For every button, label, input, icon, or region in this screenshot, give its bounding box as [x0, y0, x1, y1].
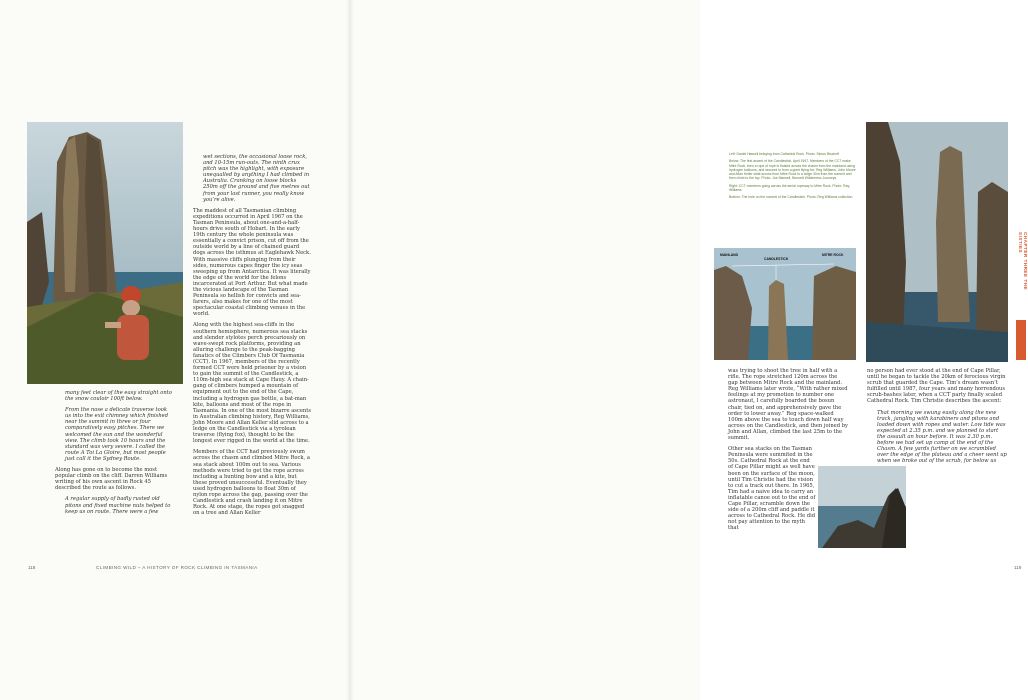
right-col2-text — [867, 368, 1007, 469]
left-col1-text — [55, 390, 173, 520]
diagram-label-candlestick: CANDLESTICK — [764, 257, 789, 261]
left-page — [0, 0, 350, 700]
photo-candlestick-diagram — [714, 248, 856, 360]
left-col2-para1: The maddest of all Tasmanian climbing expeditions occurred in April 1967 on the Tasman Peninsula, about one-and-a-half-hours drive south of Hobart. In the early 19th century the whole peninsula was essentially a convict prison, cut off from the outside world by a line of chained guard dogs across the isthmus at Eaglehawk Neck. With massive cliffs plunging from their sides, numerous capes finger the icy seas sweeping up from Antarctica. It was literally the edge of the world for the felons incarcerated at Port Arthur. But what made the vicious landscape of the Tasman Peninsula so hellish for convicts and sea-farers, also makes for one of the most spectacular coastal climbing venues in the world. — [193, 207, 311, 318]
left-col2-italic: wet sections, the occasional loose rock, and 10-15m run-outs. The ninth crux pitch was the highlight, with exposure unequalled by anything I had climbed in Australia. Cranking on loose blocks 250m off the ground and five metres out from your last runner, you really know you’re alive. — [203, 154, 310, 203]
left-col2-text — [193, 154, 311, 521]
chapter-running-head: CHAPTER THREE THE SIXTIES — [1018, 232, 1028, 291]
right-col1-para1: was trying to shoot the tree in half with a rifle. The rope stretched 120m across the gap between Mitre Rock and the mainland. Reg Williams later wrote, “With rather mixed feelings at my promotion to number one astronaut, I carefully boarded the bosun chair, tied on, and apprehensively gave the order to lower away.” Reg space-walked 100m above the sea to touch down half way across on the Candlestick, and then joined by John and Allan, climbed the last 25m to the summit. — [728, 368, 848, 442]
caption-right: Right: CCT members going across the aerial ropeway to Mitre Rock. Photo: Reg Williams — [729, 183, 850, 193]
right-page-number: 119 — [1014, 565, 1022, 570]
left-col1-para4: A regular supply of badly rusted old pitons and fixed machine nuts helped to keep us on route. There were a few — [65, 496, 171, 515]
left-col1-para1: many feet clear of the easy straight onto the snow couloir 100ft below. — [65, 390, 172, 403]
right-col2-italic: That morning we swung easily along the new track, jangling with karabiners and pitons and loaded down with ropes and water. Low tide was expected at 2.35 p.m. and we planned to start the assault an hour before. It was 2.30 p.m. before we had set up camp at the end of the Chasm. A few yards further on we scrambled over the edge of the plateau and a cheer went up when we broke out of the scrub, for below us — [877, 409, 1007, 465]
diagram-label-mainland: MAINLAND — [720, 253, 739, 257]
right-col1-para2: Other sea stacks on the Tasman Peninsula were summited in the 50s. Cathedral Rock at the end of Cape Pillar might as well have been on the surface of the moon, until Tim Christie had the vision to cut a track out there. In 1965, Tim had a naive idea to carry an inflatable canoe out to the end of Cape Pillar, scramble down the side of a 200m cliff and paddle it across to Cathedral Rock. He did not pay attention to the myth that — [728, 446, 816, 532]
left-col1-para2: From the nose a delicate traverse took us into the exit chimney which finished near the summit in three or four comparatively easy pitches. There we welcomed the sun and the wonderful view. The climb took 10 hours and the standard was very severe. I called the route A Toi La Gloire, but most people just call it the Sydney Route. — [65, 407, 169, 462]
captions — [729, 152, 859, 203]
diagram-label-mitre-rock: MITRE ROCK — [822, 253, 844, 257]
chapter-color-tab — [1016, 320, 1026, 360]
left-footer: CLIMBING WILD – A HISTORY OF ROCK CLIMBING IN TASMANIA — [96, 565, 258, 570]
gutter-shadow — [346, 0, 354, 700]
left-col1-para3: Along has gone on to become the most popular climb on the cliff. Darren Williams writing of his own ascent in Rock 45 described the route as follows. — [55, 467, 168, 492]
left-col2-para2: Along with the highest sea-cliffs in the southern hemisphere, numerous sea stacks and slender stylotes perch precariously on wave-swept rock platforms, providing an alluring challenge to the peak-bagging fanatics of the Climbers Club Of Tasmania (CCT). In 1967, members of the recently formed CCT were held prisoner by a vision to gain the summit of the Candlestick, a 110m-high sea stack at Cape Hauy. A chain-gang of climbers humped a mountain of equipment out to the end of the Cape, including a hydrogen gas bottle, a bat-man kite, balloons and most of the rope in Tasmania. In one of the most bizarre ascents in Australian climbing history, Reg Williams, John Moore and Allan Keller slid across to a ledge on the Candlestick via a tyrolean traverse (flying fox), thought to be the longest ever rigged in the world at the time. — [193, 322, 312, 445]
left-col2-para3: Members of the CCT had previously swum across the chasm and climbed Mitre Rock, a sea stack about 100m out to sea. Various methods were tried to get the rope across including a hunting bow and a kite, but these proved unsuccessful. Eventually they used hydrogen balloons to float 30m of nylon rope across the gap, passing over the Candlestick and crash landing it on Mitre Rock. At one stage, the ropes got snagged on a tree and Allan Keller — [193, 449, 310, 517]
right-page — [350, 0, 1028, 700]
caption-bottom: Bottom: The hole on the summit of the Candlestick. Photo: Reg Williams collection — [729, 195, 853, 200]
left-page-number: 118 — [28, 565, 36, 570]
caption-left: Left: Daniel Hassell belaying from Cathedral Rock. Photo: Simon Bischoff — [729, 152, 839, 156]
caption-below: Below: The first ascent of the Candlestick, April 1967. Members of the CCT make Mitre Rock, then a rope of rope is floated across the chasm from the mainland using hydrogen balloons, and secured to form a giant flying fox. Reg Williams, John Moore and Allan Keller slide across from Mitre Rock to a ledge 30m from the summit and then climb to the top. Photo: Joe Mansell, Bennett Wilderness Journeys — [729, 159, 856, 181]
photo-climber-sea-stacks — [27, 122, 183, 384]
right-col2-para1: no person had ever stood at the end of Cape Pillar, until he began to tackle the 20km of ferocious virgin scrub that guarded the Cape. Tim’s dream wasn’t fulfilled until 1987, four years and many horrendous scrub-bashes later, when a CCT party finally scaled Cathedral Rock. Tim Christie describes the ascent: — [867, 368, 1006, 405]
photo-tall-sea-stacks — [866, 122, 1008, 362]
photo-cathedral-rock — [818, 466, 906, 548]
